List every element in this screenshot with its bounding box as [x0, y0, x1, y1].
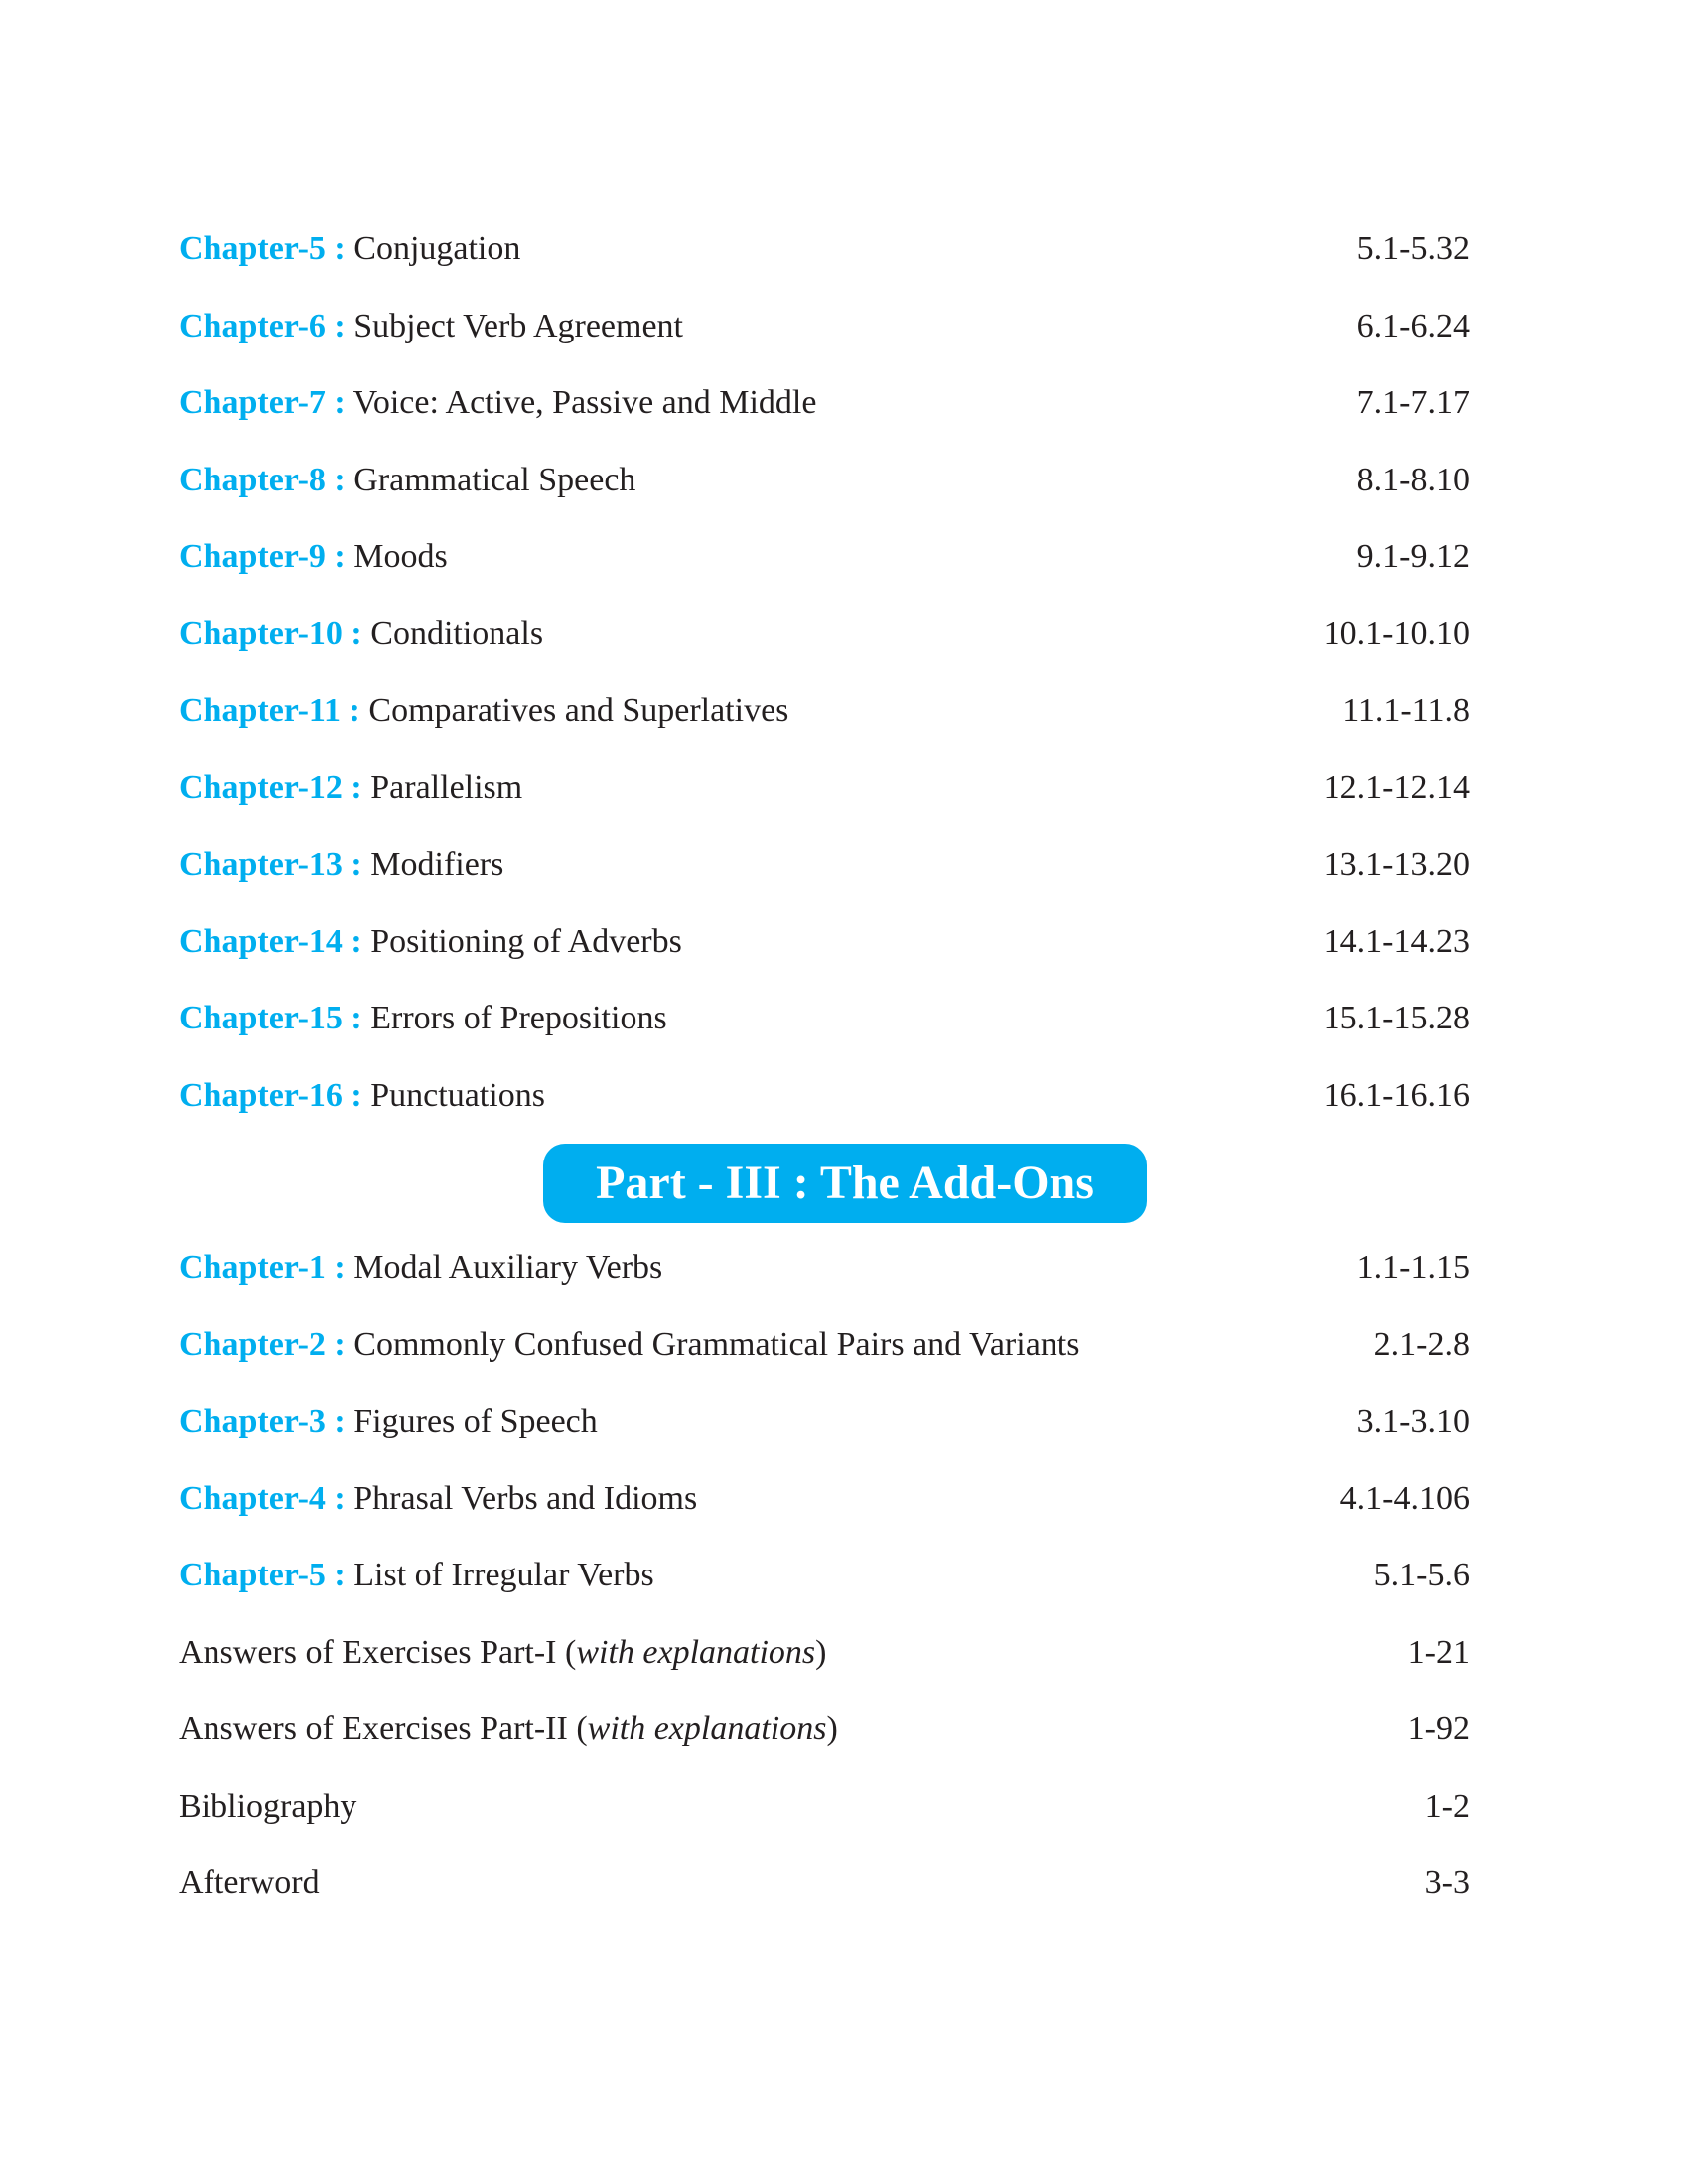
chapter-label: Chapter-2 :	[179, 1325, 346, 1363]
toc-entry[interactable]	[179, 288, 1470, 365]
toc-entry[interactable]	[179, 1460, 1470, 1538]
chapter-title: Conditionals	[370, 614, 544, 652]
toc-entry[interactable]	[179, 1537, 1470, 1614]
page-range: 15.1-15.28	[1323, 1000, 1470, 1036]
page-range: 8.1-8.10	[1356, 461, 1470, 498]
back-matter-text: Bibliography	[179, 1787, 357, 1825]
back-matter-title	[179, 1691, 838, 1768]
page-range: 4.1-4.106	[1339, 1479, 1470, 1517]
chapter-label: Chapter-15 :	[179, 1000, 362, 1036]
chapter-title: Moods	[353, 538, 448, 575]
chapter-title: List of Irregular Verbs	[353, 1557, 654, 1593]
back-matter-title	[179, 1844, 320, 1922]
toc-entry-heading	[179, 903, 682, 981]
toc-entry[interactable]	[179, 518, 1470, 596]
toc-entry-heading	[179, 288, 683, 365]
toc-entry[interactable]	[179, 596, 1470, 673]
chapter-title: Commonly Confused Grammatical Pairs and Variants	[353, 1325, 1080, 1363]
chapter-title: Figures of Speech	[353, 1403, 598, 1439]
back-matter-close: )	[815, 1633, 827, 1671]
chapter-label: Chapter-1 :	[179, 1249, 346, 1286]
chapter-label: Chapter-9 :	[179, 538, 346, 575]
back-matter-text: Answers of Exercises Part-II (	[179, 1710, 588, 1747]
toc-entry-heading	[179, 364, 816, 442]
chapter-title: Parallelism	[370, 768, 523, 806]
toc-entry[interactable]	[179, 1768, 1470, 1845]
chapter-title: Punctuations	[370, 1076, 545, 1114]
toc-entry-heading	[179, 826, 503, 903]
chapter-label: Chapter-3 :	[179, 1403, 346, 1439]
chapter-label: Chapter-8 :	[179, 461, 346, 498]
toc-entry[interactable]	[179, 750, 1470, 827]
chapter-title: Errors of Prepositions	[370, 1000, 667, 1036]
page-range: 3-3	[1424, 1864, 1470, 1901]
toc-part3-list	[179, 1229, 1470, 1922]
page-range: 1-2	[1424, 1787, 1470, 1825]
toc-entry[interactable]	[179, 1383, 1470, 1460]
toc-entry[interactable]	[179, 364, 1470, 442]
page-range: 12.1-12.14	[1323, 768, 1470, 806]
toc-entry[interactable]	[179, 442, 1470, 519]
part3-heading: Part - III : The Add-Ons	[543, 1144, 1147, 1223]
toc-entry-heading	[179, 1460, 697, 1538]
page-range: 1-21	[1407, 1633, 1470, 1671]
page-range: 16.1-16.16	[1323, 1076, 1470, 1114]
toc-entry[interactable]	[179, 1229, 1470, 1306]
chapter-title: Positioning of Adverbs	[370, 922, 682, 960]
chapter-label: Chapter-14 :	[179, 922, 362, 960]
chapter-title: Conjugation	[353, 230, 521, 267]
chapter-label: Chapter-12 :	[179, 768, 362, 806]
back-matter-close: )	[826, 1710, 838, 1747]
toc-entry-heading	[179, 518, 448, 596]
page-range: 14.1-14.23	[1323, 922, 1470, 960]
page-range: 5.1-5.32	[1356, 230, 1470, 267]
toc-entry[interactable]	[179, 1844, 1470, 1922]
chapter-label: Chapter-16 :	[179, 1076, 362, 1114]
back-matter-text: Afterword	[179, 1864, 320, 1901]
page-range: 10.1-10.10	[1323, 614, 1470, 652]
back-matter-title	[179, 1768, 356, 1845]
chapter-label: Chapter-4 :	[179, 1479, 346, 1517]
toc-entry-heading	[179, 1306, 1079, 1384]
chapter-label: Chapter-5 :	[179, 1557, 346, 1593]
toc-entry-heading	[179, 980, 667, 1057]
page-range: 1-92	[1407, 1710, 1470, 1747]
back-matter-note: with explanations	[587, 1710, 827, 1747]
chapter-title: Comparatives and Superlatives	[368, 692, 789, 729]
chapter-title: Voice: Active, Passive and Middle	[352, 384, 817, 421]
toc-entry[interactable]	[179, 1691, 1470, 1768]
chapter-label: Chapter-11 :	[179, 692, 360, 729]
toc-entry[interactable]	[179, 826, 1470, 903]
page-range: 11.1-11.8	[1342, 692, 1470, 729]
page-range: 5.1-5.6	[1373, 1557, 1470, 1593]
page-range: 9.1-9.12	[1356, 538, 1470, 575]
toc-entry-heading	[179, 750, 522, 827]
page-range: 1.1-1.15	[1356, 1249, 1470, 1286]
chapter-label: Chapter-7 :	[179, 384, 346, 421]
toc-entry[interactable]	[179, 980, 1470, 1057]
toc-entry[interactable]	[179, 1614, 1470, 1692]
toc-entry[interactable]	[179, 1057, 1470, 1135]
chapter-label: Chapter-6 :	[179, 307, 346, 344]
chapter-title: Modal Auxiliary Verbs	[353, 1249, 663, 1286]
back-matter-note: with explanations	[576, 1633, 816, 1671]
page-range: 2.1-2.8	[1373, 1325, 1470, 1363]
page-range: 6.1-6.24	[1356, 307, 1470, 344]
chapter-label: Chapter-5 :	[179, 230, 346, 267]
page-range: 3.1-3.10	[1356, 1403, 1470, 1439]
toc-entry[interactable]	[179, 903, 1470, 981]
back-matter-text: Answers of Exercises Part-I (	[179, 1633, 577, 1671]
toc-entry-heading	[179, 1383, 598, 1460]
back-matter-title	[179, 1614, 826, 1692]
page-range: 7.1-7.17	[1356, 384, 1470, 421]
chapter-title: Modifiers	[370, 846, 504, 883]
toc-entry-heading	[179, 1537, 654, 1614]
chapter-label: Chapter-13 :	[179, 846, 362, 883]
toc-entry[interactable]	[179, 1306, 1470, 1384]
toc-entry-heading	[179, 596, 543, 673]
chapter-label: Chapter-10 :	[179, 614, 362, 652]
chapter-title: Subject Verb Agreement	[353, 307, 683, 344]
toc-entry-heading	[179, 672, 788, 750]
toc-entry-heading	[179, 1229, 662, 1306]
toc-entry-heading	[179, 1057, 545, 1135]
page-range: 13.1-13.20	[1323, 846, 1470, 883]
toc-entry[interactable]	[179, 210, 1470, 288]
chapter-title: Phrasal Verbs and Idioms	[353, 1479, 698, 1517]
toc-entry-heading	[179, 210, 520, 288]
toc-entry[interactable]	[179, 672, 1470, 750]
chapter-title: Grammatical Speech	[353, 461, 636, 498]
toc-part2-list	[179, 210, 1470, 1134]
toc-entry-heading	[179, 442, 635, 519]
